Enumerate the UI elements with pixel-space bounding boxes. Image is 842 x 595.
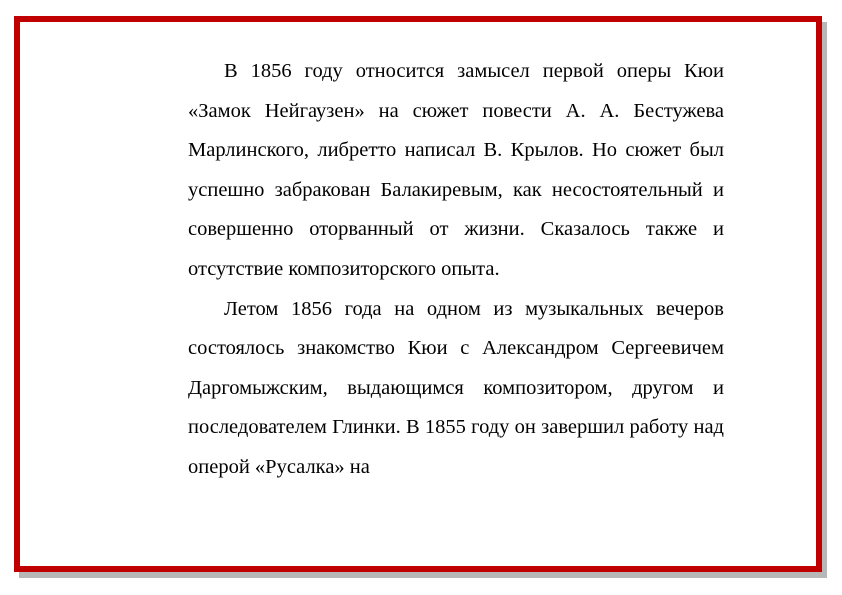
slide-text-body bbox=[188, 52, 724, 488]
paragraph-dargomyzhsky-meeting: Летом 1856 года на одном из музыкальных вечеров состоялось знакомство Кюи с Александром Сергеевичем Даргомыжским, выдающимся композитором, другом и последователем Глинки. В 1855 году он завершил работу над оперой «Русалка» на bbox=[188, 297, 724, 478]
paragraph-opera-concept: В 1856 году относится замысел первой оперы Кюи «Замок Нейгаузен» на сюжет повести А. А. Бестужева Марлинского, либретто написал В. Крылов. Но сюжет был успешно забракован Балакиревым, как несостоятельный и совершенно оторванный от жизни. Сказалось также и отсутствие композиторского опыта. bbox=[188, 60, 724, 280]
